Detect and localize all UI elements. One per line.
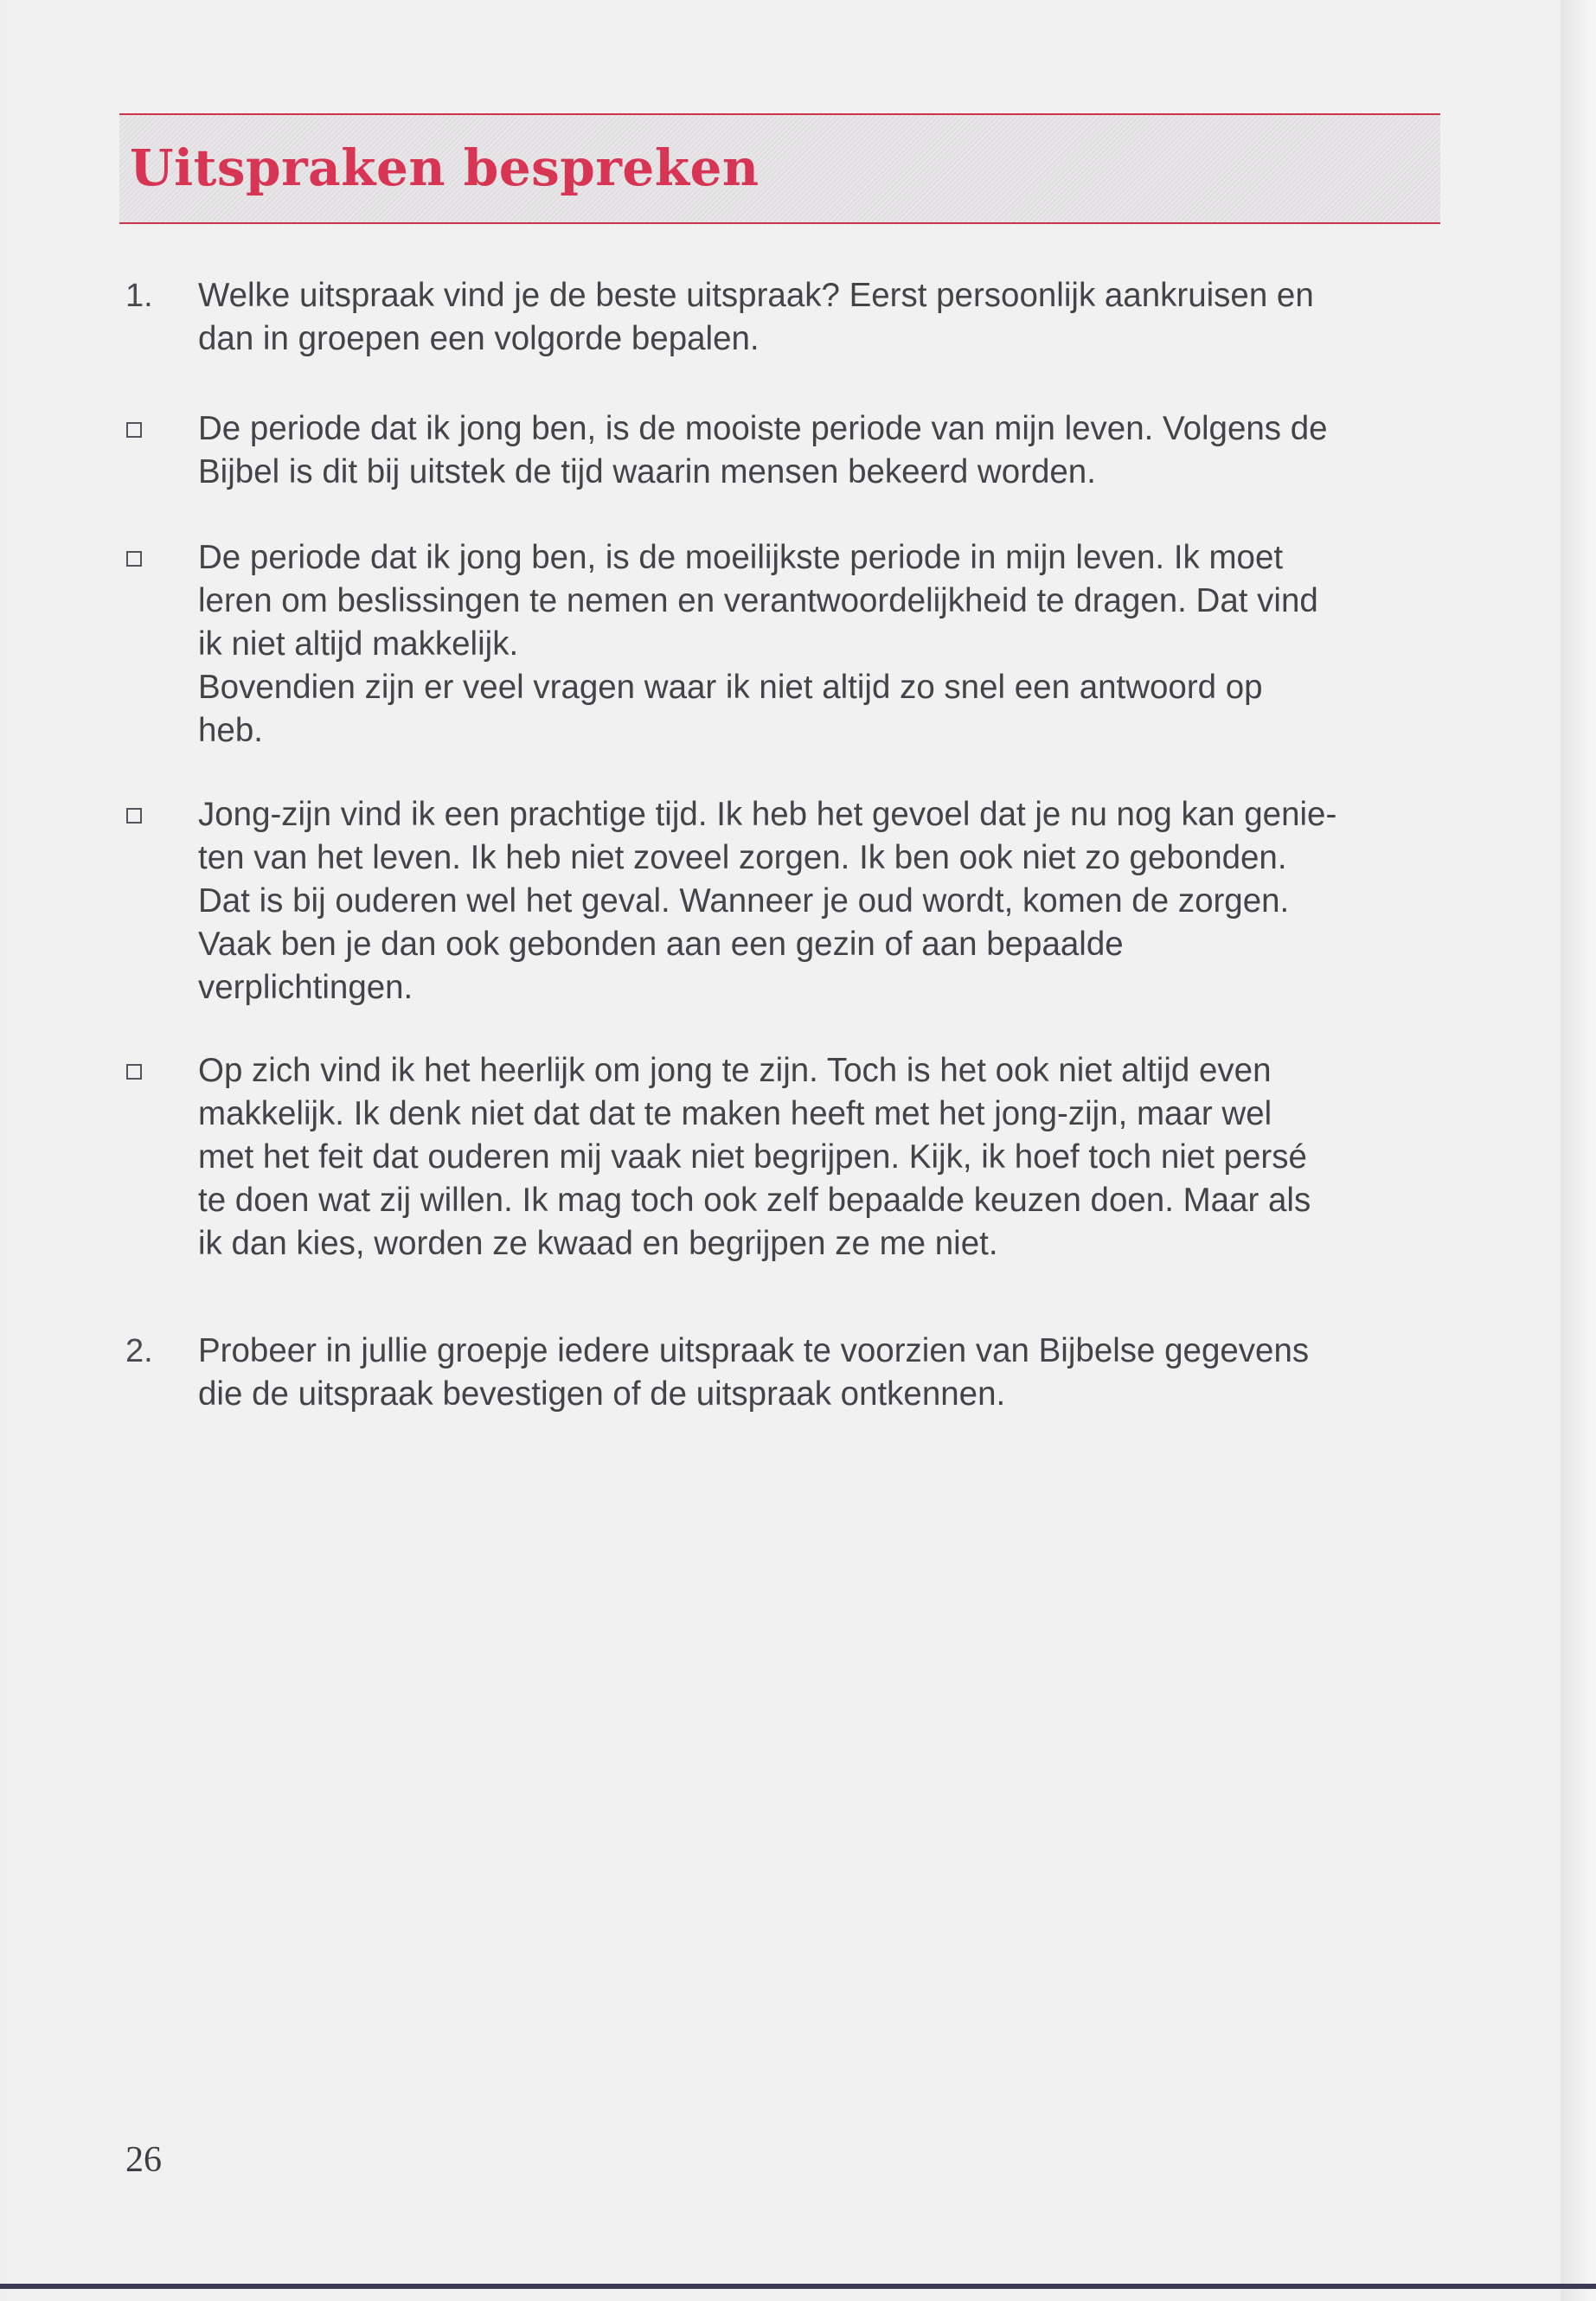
statement-checkbox[interactable] <box>126 808 142 824</box>
text-line: verplichtingen. <box>198 969 413 1006</box>
text-line: ten van het leven. Ik heb niet zoveel zorgen. Ik ben ook niet zo gebonden. <box>198 839 1287 876</box>
text-line: leren om beslissingen te nemen en verantwoordelijkheid te dragen. Dat vind <box>198 582 1318 619</box>
question-number: 2. <box>125 1333 153 1369</box>
text-line: Jong-zijn vind ik een prachtige tijd. Ik heb het gevoel dat je nu nog kan genie- <box>198 796 1337 833</box>
statement-text <box>198 407 1444 494</box>
statement-checkbox[interactable] <box>126 422 142 438</box>
text-line: Bijbel is dit bij uitstek de tijd waarin mensen bekeerd worden. <box>198 453 1096 490</box>
question-text <box>198 1330 1444 1416</box>
text-line: Welke uitspraak vind je de beste uitspraak? Eerst persoonlijk aankruisen en <box>198 277 1314 314</box>
statement-text <box>198 1049 1444 1266</box>
statement-text <box>198 793 1444 1009</box>
text-line: ik niet altijd makkelijk. <box>198 625 519 663</box>
statement-text <box>198 536 1444 753</box>
text-line: Probeer in jullie groepje iedere uitspraak te voorzien van Bijbelse gegevens <box>198 1332 1310 1369</box>
statement-checkbox[interactable] <box>126 551 142 567</box>
title-banner <box>119 113 1440 224</box>
text-line: Op zich vind ik het heerlijk om jong te zijn. Toch is het ook niet altijd even <box>198 1052 1272 1089</box>
page-edge <box>1561 0 1596 2301</box>
text-line: dan in groepen een volgorde bepalen. <box>198 320 760 357</box>
text-line: Vaak ben je dan ook gebonden aan een gezin of aan bepaalde <box>198 926 1124 963</box>
statement-checkbox[interactable] <box>126 1064 142 1080</box>
text-line: die de uitspraak bevestigen of de uitspraak ontkennen. <box>198 1375 1006 1413</box>
text-line: Bovendien zijn er veel vragen waar ik niet altijd zo snel een antwoord op <box>198 669 1263 706</box>
text-line: De periode dat ik jong ben, is de moeilijkste periode in mijn leven. Ik moet <box>198 539 1284 576</box>
question-number: 1. <box>125 278 153 314</box>
text-line: te doen wat zij willen. Ik mag toch ook zelf bepaalde keuzen doen. Maar als <box>198 1182 1311 1219</box>
text-line: makkelijk. Ik denk niet dat dat te maken heeft met het jong-zijn, maar wel <box>198 1095 1272 1132</box>
text-line: ik dan kies, worden ze kwaad en begrijpen ze me niet. <box>198 1225 998 1262</box>
bottom-rule <box>0 2284 1596 2289</box>
text-line: Dat is bij ouderen wel het geval. Wanneer je oud wordt, komen de zorgen. <box>198 882 1290 920</box>
page-number: 26 <box>125 2140 162 2180</box>
text-line: heb. <box>198 712 263 749</box>
question-text <box>198 274 1444 361</box>
text-line: met het feit dat ouderen mij vaak niet begrijpen. Kijk, ik hoef toch niet persé <box>198 1138 1307 1176</box>
page-title: Uitspraken bespreken <box>130 138 760 197</box>
text-line: De periode dat ik jong ben, is de mooiste periode van mijn leven. Volgens de <box>198 410 1328 447</box>
